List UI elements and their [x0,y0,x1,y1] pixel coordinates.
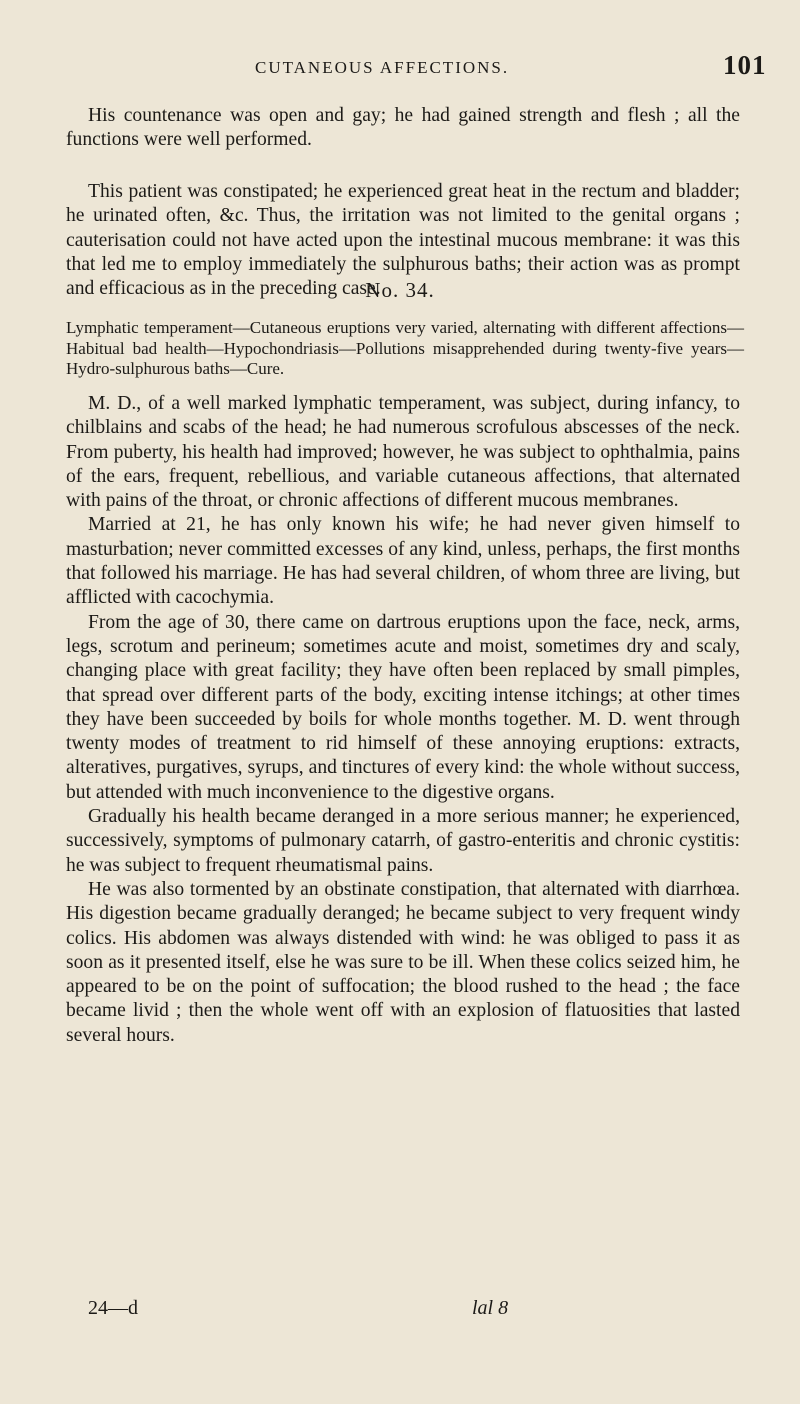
paragraph-married: Married at 21, he has only known his wife; he had never given himself to masturbation; never committed excesses of any kind, unless, perhaps, the first months that followed his marriage. He has had several children, of whom three are living, but afflicted with cacochymia. [66,514,740,609]
paragraph-constipation: He was also tormented by an obstinate constipation, that alternated with diarrhœa. His digestion became gradually deranged; he became subject to very frequent windy colics. His abdomen was always distended with wind: he was obliged to pass it as soon as it presented itself, else he was sure to be ill. When these colics seized him, he appeared to be on the point of suffocation; the blood rushed to the head ; the face became livid ; then the whole went off with an explosion of flatuosities that lasted several hours. [66,878,740,1046]
paragraph-countenance: His countenance was open and gay; he had gained strength and flesh ; all the functions were well performed. [66,105,740,151]
case-number-heading: No. 34. [365,278,435,302]
running-head: CUTANEOUS AFFECTIONS. [255,58,510,77]
catchword: lal 8 [472,1297,509,1319]
paragraph-md-temperament: M. D., of a well marked lymphatic temperament, was subject, during infancy, to chilblains and scabs of the head; he had numerous scrofulous abscesses of the neck. From puberty, his health had improved; however, he was subject to ophthalmia, pains of the ears, frequent, rebellious, and variable cutaneous affections, that alternated with pains of the throat, or chronic affections of different mucous membranes. [66,393,740,512]
page-number: 101 [723,50,767,80]
case-summary: Lymphatic temperament—Cutaneous eruptions very varied, alternating with different affections—Habitual bad health—Hypochondriasis—Pollutions misapprehended during twenty-five years—Hydro-sulphurous baths—Cure. [66,318,744,378]
paragraph-health-deranged: Gradually his health became deranged in a more serious manner; he experienced, successively, symptoms of pulmonary catarrh, of gastro-enteritis and chronic cystitis: he was subject to frequent rheumatismal pains. [66,806,740,876]
paragraph-constipated: This patient was constipated; he experienced great heat in the rectum and bladder; he urinated often, &c. Thus, the irritation was not limited to the genital organs ; cauterisation could not have acted upon the intestinal mucous membrane: it was this that led me to employ immediately the sulphurous baths; their action was as prompt and efficacious as in the preceding case. [66,181,740,300]
case-body [66,392,740,1048]
signature-mark: 24—d [88,1297,138,1319]
paragraph-dartrous-eruptions: From the age of 30, there came on dartrous eruptions upon the face, neck, arms, legs, scrotum and perineum; sometimes acute and moist, sometimes dry and scaly, changing place with great facility; they have often been replaced by small pimples, that spread over different parts of the body, exciting intense itchings; at other times they have been succeeded by boils for whole months together. M. D. went through twenty modes of treatment to rid himself of these annoying eruptions: extracts, alteratives, purgatives, syrups, and tinctures of every kind: the whole without success, but attended with much inconvenience to the digestive organs. [66,611,740,803]
